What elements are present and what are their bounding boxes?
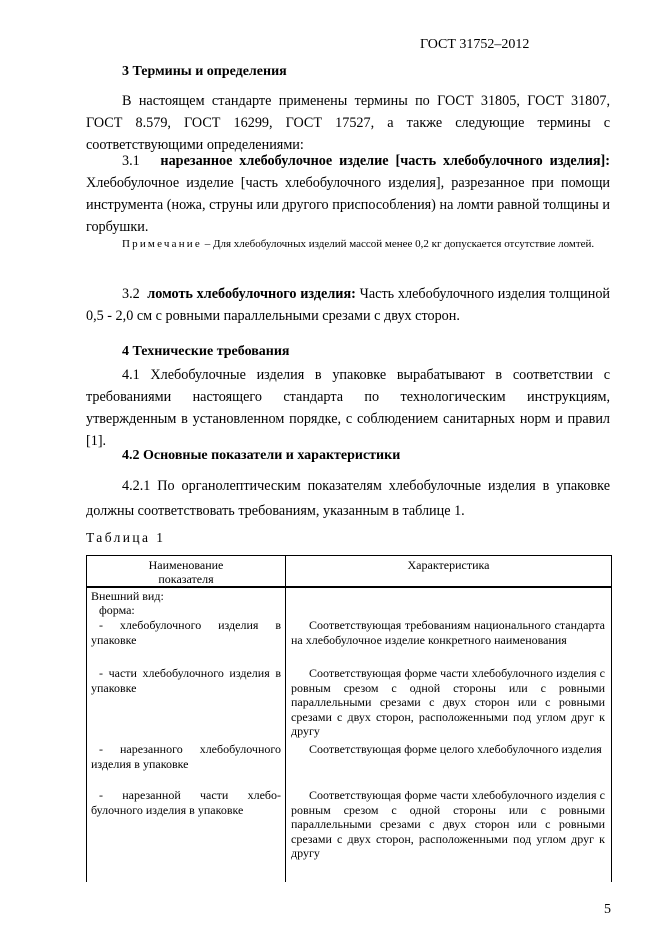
term-3-1 [86,150,610,238]
term-3-2-definition: Часть хлебобулочного изделия толщиной 0,5 - 2,0 см с ровными параллельными срезами с двух сторон. [86,286,611,324]
page-number: 5 [604,902,611,917]
term-3-2-num: 3.2 [122,286,140,302]
term-3-1-definition: Хлебобулочное изделие [часть хлебобулочного изделия], разрезанное при помощи инструмента (ножа, струны или другого приспособления) на ломти равной толщины и горбушки. [86,175,610,235]
term-3-2-term: ломоть хлебобулочного изделия: [147,286,356,302]
table-row-3-name: - нарезанного хлебобулочного изделия в упаковке [91,742,281,771]
term-3-1-term: нарезанное хлебобулочное изделие [часть хлебобулочного изделия]: [160,153,610,169]
table-header-col1-line1: Наименование [148,558,224,572]
table-row-1-name: - хлебобулочного изделия в упаковке [91,618,281,647]
document-header-id: ГОСТ 31752–2012 [420,37,530,52]
table-row-2-value: Соответствующая форме части хлебобулочного изделия с ровным срезом с одной стороны или с ровными параллельными срезами с двух сторон или с ровными срезами с двух сторон, расположенными под углом друг к другу [291,666,605,738]
table-row-4-name: - нарезанной части хлебо-булочного изделия в упаковке [91,788,281,817]
table-row-2-name: - части хлебобулочного изделия в упаковке [91,666,281,695]
table-header-col1-line2: показателя [158,572,214,586]
paragraph-4-2-1: 4.2.1 По органолептическим показателям хлебобулочные изделия в упаковке должны соответствовать требованиям, указанным в таблице 1. [86,478,610,519]
note [86,236,610,252]
term-3-1-num: 3.1 [122,153,140,169]
table-1 [86,555,612,882]
row-appearance-label: Внешний вид: [91,589,164,603]
table-row-3-value: Соответствующая форме целого хлебобулочного изделия [309,742,602,756]
table-row-4-value: Соответствующая форме части хлебобулочного изделия с ровным срезом с одной стороны или с ровными параллельными срезами с двух сторон или с ровными срезами с двух сторон, расположенными под углом друг к другу [291,788,605,860]
section-3-intro: В настоящем стандарте применены термины по ГОСТ 31805, ГОСТ 31807, ГОСТ 8.579, ГОСТ 16299, ГОСТ 17527, а также следующие термины с соответствующими определениями: [86,93,610,153]
section-3-title: 3 Термины и определения [122,64,287,79]
note-text: – Для хлебобулочных изделий массой менее 0,2 кг допускается отсутствие ломтей. [204,238,595,250]
table-caption: Таблица 1 [86,530,166,545]
row-shape-label: форма: [99,603,135,617]
table-header-separator [87,586,611,588]
section-4-title: 4 Технические требования [122,344,290,359]
paragraph-4-1: 4.1 Хлебобулочные изделия в упаковке вырабатывают в соответствии с требованиями настоящего стандарта по технологическим инструкциям, утвержденным в установленном порядке, с соблюдением санитарных норм и правил [1]. [86,367,610,449]
table-header-col1 [87,558,285,586]
term-3-2 [86,283,610,327]
subsection-4-2-title: 4.2 Основные показатели и характеристики [122,448,401,463]
table-row-1-value: Соответствующая требованиям национального стандарта на хлебобулочное изделие конкретного наименования [291,618,605,647]
table-header-col2: Характеристика [407,558,490,572]
note-label: Примечание [122,238,202,250]
